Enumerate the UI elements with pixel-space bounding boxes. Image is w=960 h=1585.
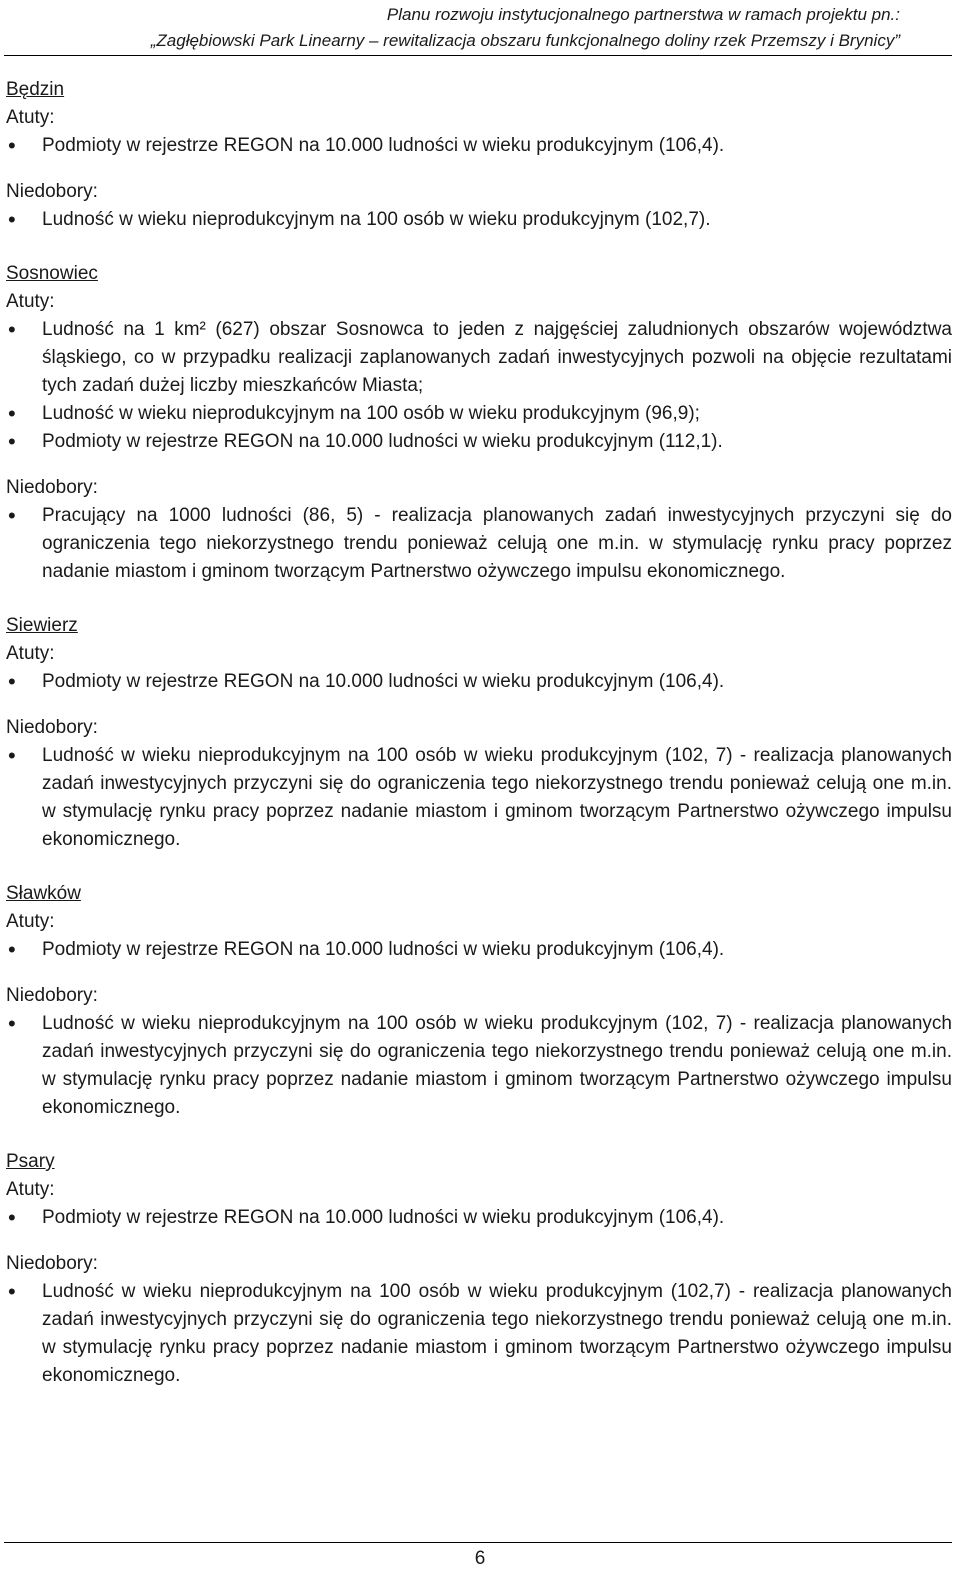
section-psary xyxy=(6,1148,952,1390)
list-item: • Podmioty w rejestrze REGON na 10.000 ludności w wieku produkcyjnym (106,4). xyxy=(6,1204,952,1232)
list-item: • Podmioty w rejestrze REGON na 10.000 ludności w wieku produkcyjnym (106,4). xyxy=(6,668,952,696)
town-heading: Sławków xyxy=(6,883,81,904)
niedobory-list xyxy=(6,1278,952,1390)
niedobory-label: Niedobory: xyxy=(6,985,98,1006)
atuty-label: Atuty: xyxy=(6,291,55,312)
town-heading: Będzin xyxy=(6,79,65,100)
section-siewierz xyxy=(6,612,952,854)
niedobory-list xyxy=(6,206,952,234)
footer-divider xyxy=(4,1542,952,1543)
page-number: 6 xyxy=(474,1548,486,1569)
list-item: • Ludność w wieku nieprodukcyjnym na 100 osób w wieku produkcyjnym (96,9); xyxy=(6,400,952,428)
niedobory-label: Niedobory: xyxy=(6,181,98,202)
town-heading: Sosnowiec xyxy=(6,263,98,284)
list-item: • Podmioty w rejestrze REGON na 10.000 ludności w wieku produkcyjnym (112,1). xyxy=(6,428,952,456)
town-heading: Siewierz xyxy=(6,615,78,636)
town-heading: Psary xyxy=(6,1151,55,1172)
document-body xyxy=(6,70,952,1416)
list-item: • Ludność w wieku nieprodukcyjnym na 100 osób w wieku produkcyjnym (102, 7) - realizacja planowanych zadań inwestycyjnych przyczyni się do ograniczenia tego niekorzystnego trendu ponieważ celują one m.in. w stymulację rynku pracy poprzez nadanie miastom i gminom tworzącym Partnerstwo ożywczego impulsu ekonomicznego. xyxy=(6,1010,952,1122)
header-line-1: Planu rozwoju instytucjonalnego partnerstwa w ramach projektu pn.: xyxy=(386,5,900,24)
niedobory-label: Niedobory: xyxy=(6,1253,98,1274)
atuty-list xyxy=(6,1204,952,1232)
section-slawkow xyxy=(6,880,952,1122)
list-item: • Ludność w wieku nieprodukcyjnym na 100 osób w wieku produkcyjnym (102,7). xyxy=(6,206,952,234)
niedobory-label: Niedobory: xyxy=(6,477,98,498)
niedobory-list xyxy=(6,502,952,586)
list-item: • Pracujący na 1000 ludności (86, 5) - realizacja planowanych zadań inwestycyjnych przyczyni się do ograniczenia tego niekorzystnego trendu ponieważ celują one m.in. w stymulację rynku pracy poprzez nadanie miastom i gminom tworzącym Partnerstwo ożywczego impulsu ekonomicznego. xyxy=(6,502,952,586)
atuty-label: Atuty: xyxy=(6,911,55,932)
section-sosnowiec xyxy=(6,260,952,586)
niedobory-label: Niedobory: xyxy=(6,717,98,738)
list-item: • Ludność w wieku nieprodukcyjnym na 100 osób w wieku produkcyjnym (102, 7) - realizacja planowanych zadań inwestycyjnych przyczyni się do ograniczenia tego niekorzystnego trendu ponieważ celują one m.in. w stymulację rynku pracy poprzez nadanie miastom i gminom tworzącym Partnerstwo ożywczego impulsu ekonomicznego. xyxy=(6,742,952,854)
atuty-list xyxy=(6,936,952,964)
list-item: • Ludność na 1 km² (627) obszar Sosnowca to jeden z najgęściej zaludnionych obszarów województwa śląskiego, co w przypadku realizacji zaplanowanych zadań inwestycyjnych pozwoli na objęcie rezultatami tych zadań dużej liczby mieszkańców Miasta; xyxy=(6,316,952,400)
header-line-2: „Zagłębiowski Park Linearny – rewitalizacja obszaru funkcjonalnego doliny rzek Przemszy i Brynicy” xyxy=(150,31,900,50)
page-header xyxy=(20,2,900,54)
list-item: • Podmioty w rejestrze REGON na 10.000 ludności w wieku produkcyjnym (106,4). xyxy=(6,132,952,160)
section-bedzin xyxy=(6,76,952,234)
atuty-list xyxy=(6,132,952,160)
niedobory-list xyxy=(6,742,952,854)
niedobory-list xyxy=(6,1010,952,1122)
atuty-label: Atuty: xyxy=(6,643,55,664)
atuty-label: Atuty: xyxy=(6,107,55,128)
list-item: • Podmioty w rejestrze REGON na 10.000 ludności w wieku produkcyjnym (106,4). xyxy=(6,936,952,964)
list-item: • Ludność w wieku nieprodukcyjnym na 100 osób w wieku produkcyjnym (102,7) - realizacja planowanych zadań inwestycyjnych przyczyni się do ograniczenia tego niekorzystnego trendu ponieważ celują one m.in. w stymulację rynku pracy poprzez nadanie miastom i gminom tworzącym Partnerstwo ożywczego impulsu ekonomicznego. xyxy=(6,1278,952,1390)
atuty-list xyxy=(6,316,952,456)
atuty-label: Atuty: xyxy=(6,1179,55,1200)
atuty-list xyxy=(6,668,952,696)
header-divider xyxy=(4,55,952,56)
